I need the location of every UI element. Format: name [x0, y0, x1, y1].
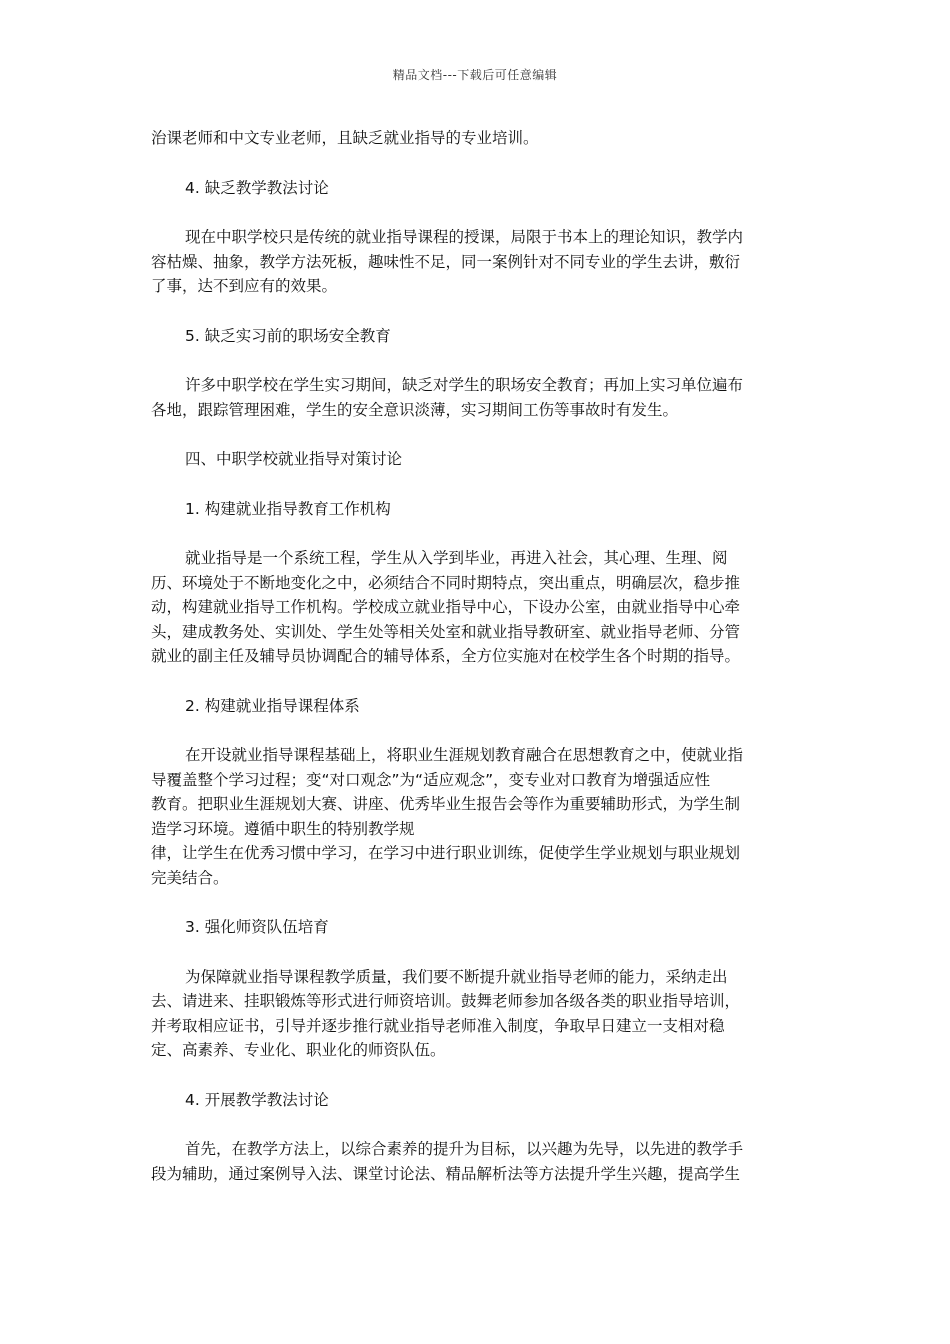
page-header: 精品文档---下载后可任意编辑: [392, 68, 558, 82]
section-heading: 1. 构建就业指导教育工作机构: [185, 499, 391, 518]
paragraph-line: 容枯燥、抽象，教学方法死板，趣味性不足，同一案例针对不同专业的学生去讲，敷衍: [151, 252, 741, 271]
paragraph-line: 教育。把职业生涯规划大赛、讲座、优秀毕业生报告会等作为重要辅助形式，为学生制: [151, 795, 741, 813]
paragraph-line: 就业的副主任及辅导员协调配合的辅导体系，全方位实施对在校学生各个时期的指导。: [151, 647, 741, 665]
paragraph: [151, 373, 819, 422]
paragraph-line: 段为辅助，通过案例导入法、课堂讨论法、精品解析法等方法提升学生兴趣，提高学生: [151, 1164, 741, 1183]
paragraph-line: 治课老师和中文专业老师，且缺乏就业指导的专业培训。: [151, 129, 539, 147]
paragraph-line: 并考取相应证书，引导并逐步推行就业指导老师准入制度，争取早日建立一支相对稳: [151, 1016, 725, 1035]
paragraph: [151, 225, 819, 299]
section-heading: 4. 缺乏教学教法讨论: [185, 178, 329, 197]
section-heading: 3. 强化师资队伍培育: [185, 918, 329, 936]
paragraph: [151, 546, 819, 669]
paragraph-line: 导覆盖整个学习过程；变“对口观念”为“适应观念”，变专业对口教育为增强适应性: [151, 770, 711, 789]
paragraph-line: 头，建成教务处、实训处、学生处等相关处室和就业指导教研室、就业指导老师、分管: [151, 622, 741, 641]
paragraph-line: 许多中职学校在学生实习期间，缺乏对学生的职场安全教育；再加上实习单位遍布: [185, 376, 744, 394]
paragraph-line: 造学习环境。遵循中职生的特别教学规: [151, 819, 415, 838]
section-heading: 四、中职学校就业指导对策讨论: [185, 450, 403, 468]
paragraph: [151, 965, 819, 1063]
section-heading: 4. 开展教学教法讨论: [185, 1090, 329, 1109]
paragraph-line: 了事，达不到应有的效果。: [151, 277, 338, 295]
paragraph-line: 各地，跟踪管理困难，学生的安全意识淡薄，实习期间工伤等事故时有发生。: [151, 400, 679, 419]
paragraph-line: 为保障就业指导课程教学质量，我们要不断提升就业指导老师的能力，采纳走出: [185, 967, 728, 986]
paragraph-line: 就业指导是一个系统工程，学生从入学到毕业，再进入社会，其心理、生理、阅: [185, 549, 728, 567]
paragraph-line: 首先，在教学方法上，以综合素养的提升为目标，以兴趣为先导，以先进的教学手: [185, 1140, 744, 1158]
paragraph-line: 在开设就业指导课程基础上，将职业生涯规划教育融合在思想教育之中，使就业指: [185, 746, 744, 764]
paragraph: [151, 1137, 819, 1186]
paragraph: [151, 743, 819, 890]
paragraph-line: 动，构建就业指导工作机构。学校成立就业指导中心，下设办公室，由就业指导中心牵: [151, 598, 741, 616]
paragraph-line: 历、环境处于不断地变化之中，必须结合不同时期特点，突出重点，明确层次，稳步推: [151, 573, 741, 592]
paragraph-line: 现在中职学校只是传统的就业指导课程的授课，局限于书本上的理论知识，教学内: [185, 228, 744, 246]
paragraph-line: 去、请进来、挂职锻炼等形式进行师资培训。鼓舞老师参加各级各类的职业指导培训，: [151, 992, 741, 1010]
paragraph-line: 定、高素养、专业化、职业化的师资队伍。: [151, 1041, 446, 1059]
section-heading: 2. 构建就业指导课程体系: [185, 696, 360, 715]
paragraph-line: 完美结合。: [151, 868, 229, 887]
section-heading: 5. 缺乏实习前的职场安全教育: [185, 326, 391, 345]
paragraph: [151, 126, 819, 151]
paragraph-line: 律，让学生在优秀习惯中学习，在学习中进行职业训练，促使学生学业规划与职业规划: [151, 844, 741, 862]
document-body: [151, 126, 819, 1211]
